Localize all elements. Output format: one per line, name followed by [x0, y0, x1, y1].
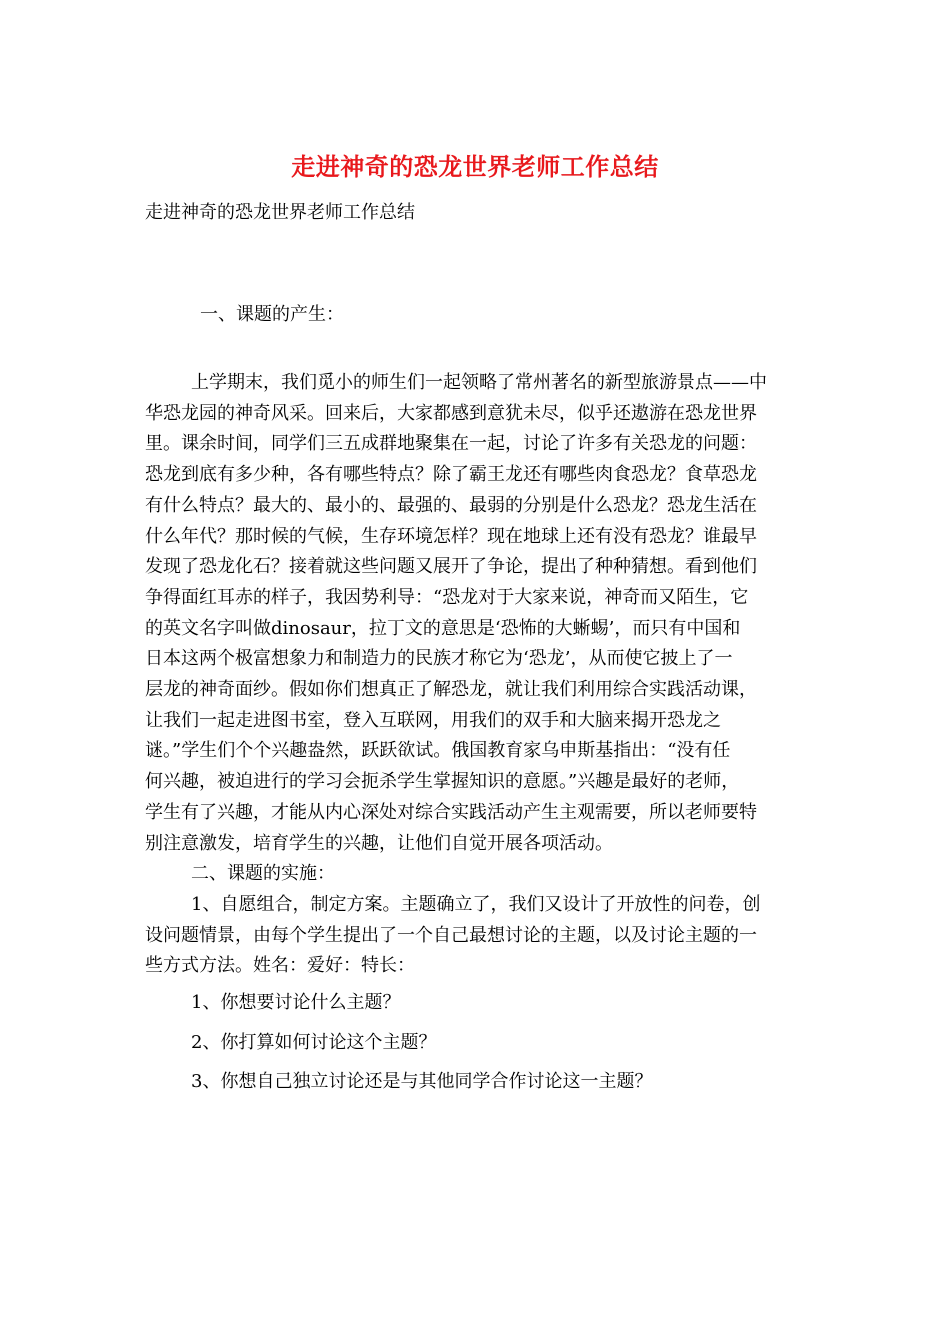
paragraph-line: 上学期末，我们觅小的师生们一起领略了常州著名的新型旅游景点——中	[191, 372, 767, 393]
paragraph-line: 什么年代？那时候的气候，生存环境怎样？现在地球上还有没有恐龙？谁最早	[145, 525, 757, 547]
question-item: 1、你想要讨论什么主题？	[191, 992, 401, 1014]
document-title: 走进神奇的恐龙世界老师工作总结	[291, 152, 659, 181]
paragraph-line: 别注意激发，培育学生的兴趣，让他们自觉开展各项活动。	[145, 832, 613, 854]
paragraph-line: 华恐龙园的神奇风采。回来后，大家都感到意犹未尽，似乎还遨游在恐龙世界	[145, 402, 757, 424]
paragraph-line: 让我们一起走进图书室，登入互联网，用我们的双手和大脑来揭开恐龙之	[145, 709, 721, 731]
paragraph-line: 何兴趣，被迫进行的学习会扼杀学生掌握知识的意愿。”兴趣是最好的老师，	[145, 771, 740, 793]
paragraph-line: 些方式方法。姓名：爱好：特长：	[145, 955, 415, 977]
question-list	[145, 988, 815, 1098]
document-body	[145, 368, 815, 1098]
question-item: 2、你打算如何讨论这个主题？	[191, 1031, 437, 1053]
paragraph-line: 设问题情景，由每个学生提出了一个自己最想讨论的主题，以及讨论主题的一	[145, 924, 757, 946]
paragraph-line: 学生有了兴趣，才能从内心深处对综合实践活动产生主观需要，所以老师要特	[145, 801, 757, 823]
paragraph-line: 日本这两个极富想象力和制造力的民族才称它为‘恐龙’，从而使它披上了一	[145, 648, 733, 670]
paragraph-origin	[145, 368, 815, 859]
paragraph-line: 有什么特点？最大的、最小的、最强的、最弱的分别是什么恐龙？恐龙生活在	[145, 494, 757, 516]
paragraph-line: 谜。”学生们个个兴趣盎然，跃跃欲试。俄国教育家乌申斯基指出：“没有任	[145, 740, 731, 762]
paragraph-line: 的英文名字叫做dinosaur，拉丁文的意思是‘恐怖的大蜥蜴’，而只有中国和	[145, 617, 741, 639]
question-item: 3、你想自己独立讨论还是与其他同学合作讨论这一主题？	[191, 1071, 653, 1093]
paragraph-line: 争得面红耳赤的样子，我因势利导：“恐龙对于大家来说，神奇而又陌生，它	[145, 586, 749, 608]
paragraph-line: 里。课余时间，同学们三五成群地聚集在一起，讨论了许多有关恐龙的问题：	[145, 433, 757, 455]
paragraph-line: 层龙的神奇面纱。假如你们想真正了解恐龙，就让我们利用综合实践活动课，	[145, 679, 757, 701]
document-subtitle: 走进神奇的恐龙世界老师工作总结	[145, 202, 415, 223]
paragraph-line: 1、自愿组合，制定方案。主题确立了，我们又设计了开放性的问卷，创	[191, 893, 761, 915]
paragraph-line: 恐龙到底有多少种，各有哪些特点？除了霸王龙还有哪些肉食恐龙？食草恐龙	[145, 464, 757, 486]
section-heading-implementation: 二、课题的实施：	[191, 863, 335, 885]
paragraph-implementation	[145, 890, 815, 982]
paragraph-line: 发现了恐龙化石？接着就这些问题又展开了争论，提出了种种猜想。看到他们	[145, 556, 757, 578]
section-heading-origin: 一、课题的产生：	[200, 304, 344, 325]
section-heading-implementation-row	[145, 859, 815, 890]
